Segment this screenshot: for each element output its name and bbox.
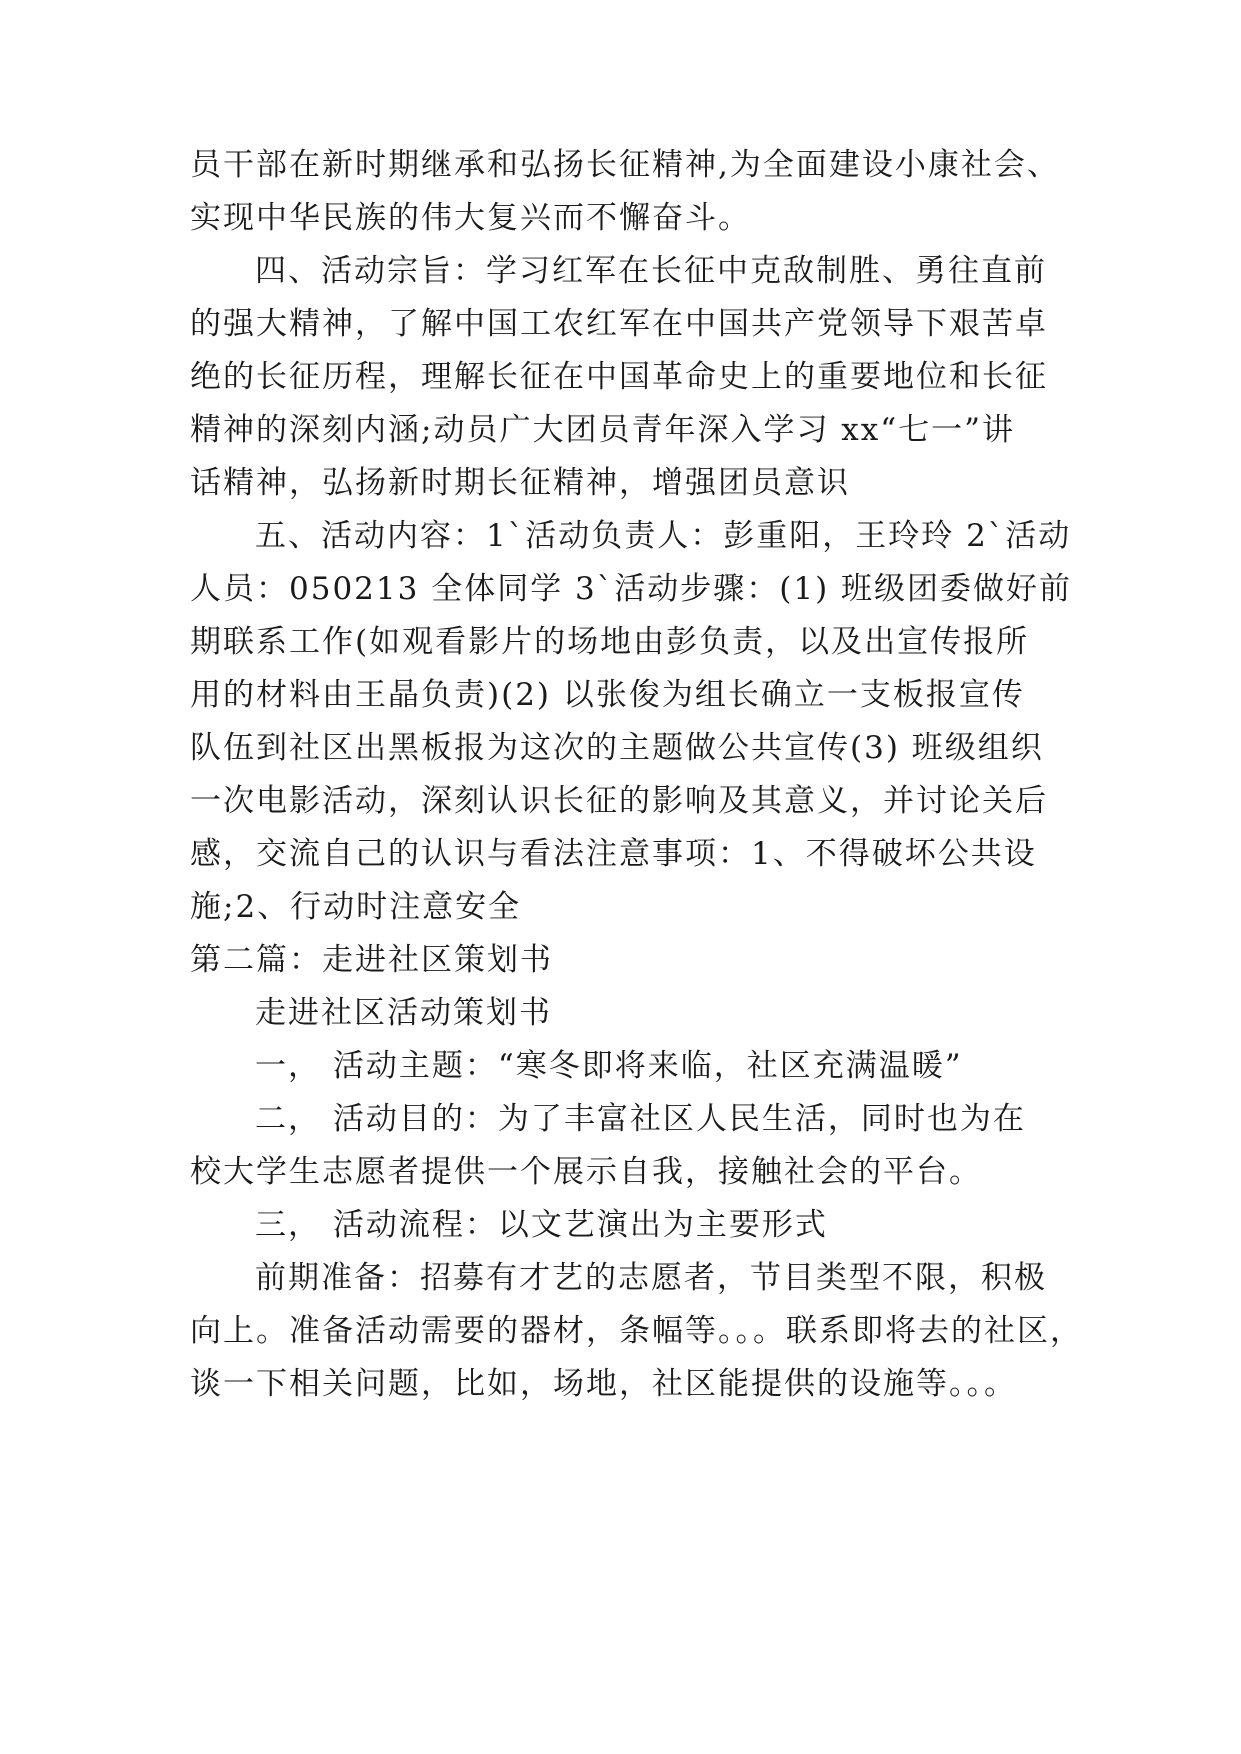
section-heading: 第二篇：走进社区策划书 [190, 942, 553, 978]
text-line: 一次电影活动，深刻认识长征的影响及其意义，并讨论关后 [190, 783, 1048, 819]
text-line: 四、活动宗旨：学习红军在长征中克敌制胜、勇往直前 [255, 253, 1047, 289]
text-line: 校大学生志愿者提供一个展示自我，接触社会的平台。 [190, 1154, 982, 1190]
text-line: 谈一下相关问题，比如，场地，社区能提供的设施等。。。 [190, 1366, 1017, 1402]
text-line: 绝的长征历程，理解长征在中国革命史上的重要地位和长征 [190, 359, 1048, 395]
text-line: 的强大精神，了解中国工农红军在中国共产党领导下艰苦卓 [190, 306, 1048, 342]
text-line: 前期准备：招募有才艺的志愿者，节目类型不限，积极 [255, 1260, 1047, 1296]
text-line: 期联系工作(如观看影片的场地由彭负责，以及出宣传报所 [190, 624, 1030, 660]
text-line: 话精神，弘扬新时期长征精神，增强团员意识 [190, 465, 850, 501]
text-line: 二， 活动目的：为了丰富社区人民生活，同时也为在 [255, 1101, 1026, 1137]
text-line: 员干部在新时期继承和弘扬长征精神,为全面建设小康社会、 [190, 147, 1060, 183]
text-line: 人员：050213 全体同学 3`活动步骤：(1) 班级团委做好前 [190, 571, 1073, 607]
text-line: 感，交流自己的认识与看法注意事项：1、不得破坏公共设 [190, 836, 1037, 872]
text-line: 队伍到社区出黑板报为这次的主题做公共宣传(3) 班级组织 [190, 730, 1044, 766]
text-line: 精神的深刻内涵;动员广大团员青年深入学习 xx“七一”讲 [190, 412, 1015, 448]
text-line: 五、活动内容：1`活动负责人：彭重阳，王玲玲 2`活动 [255, 518, 1072, 554]
text-line: 施;2、行动时注意安全 [190, 889, 522, 925]
text-line: 三， 活动流程：以文艺演出为主要形式 [255, 1207, 828, 1243]
text-line: 一， 活动主题：“寒冬即将来临，社区充满温暖” [255, 1048, 963, 1084]
text-line: 实现中华民族的伟大复兴而不懈奋斗。 [190, 200, 751, 236]
document-title: 走进社区活动策划书 [255, 995, 552, 1031]
text-line: 向上。准备活动需要的器材，条幅等。。。联系即将去的社区， [190, 1313, 1083, 1349]
text-line: 用的材料由王晶负责)(2) 以张俊为组长确立一支板报宣传 [190, 677, 1025, 713]
